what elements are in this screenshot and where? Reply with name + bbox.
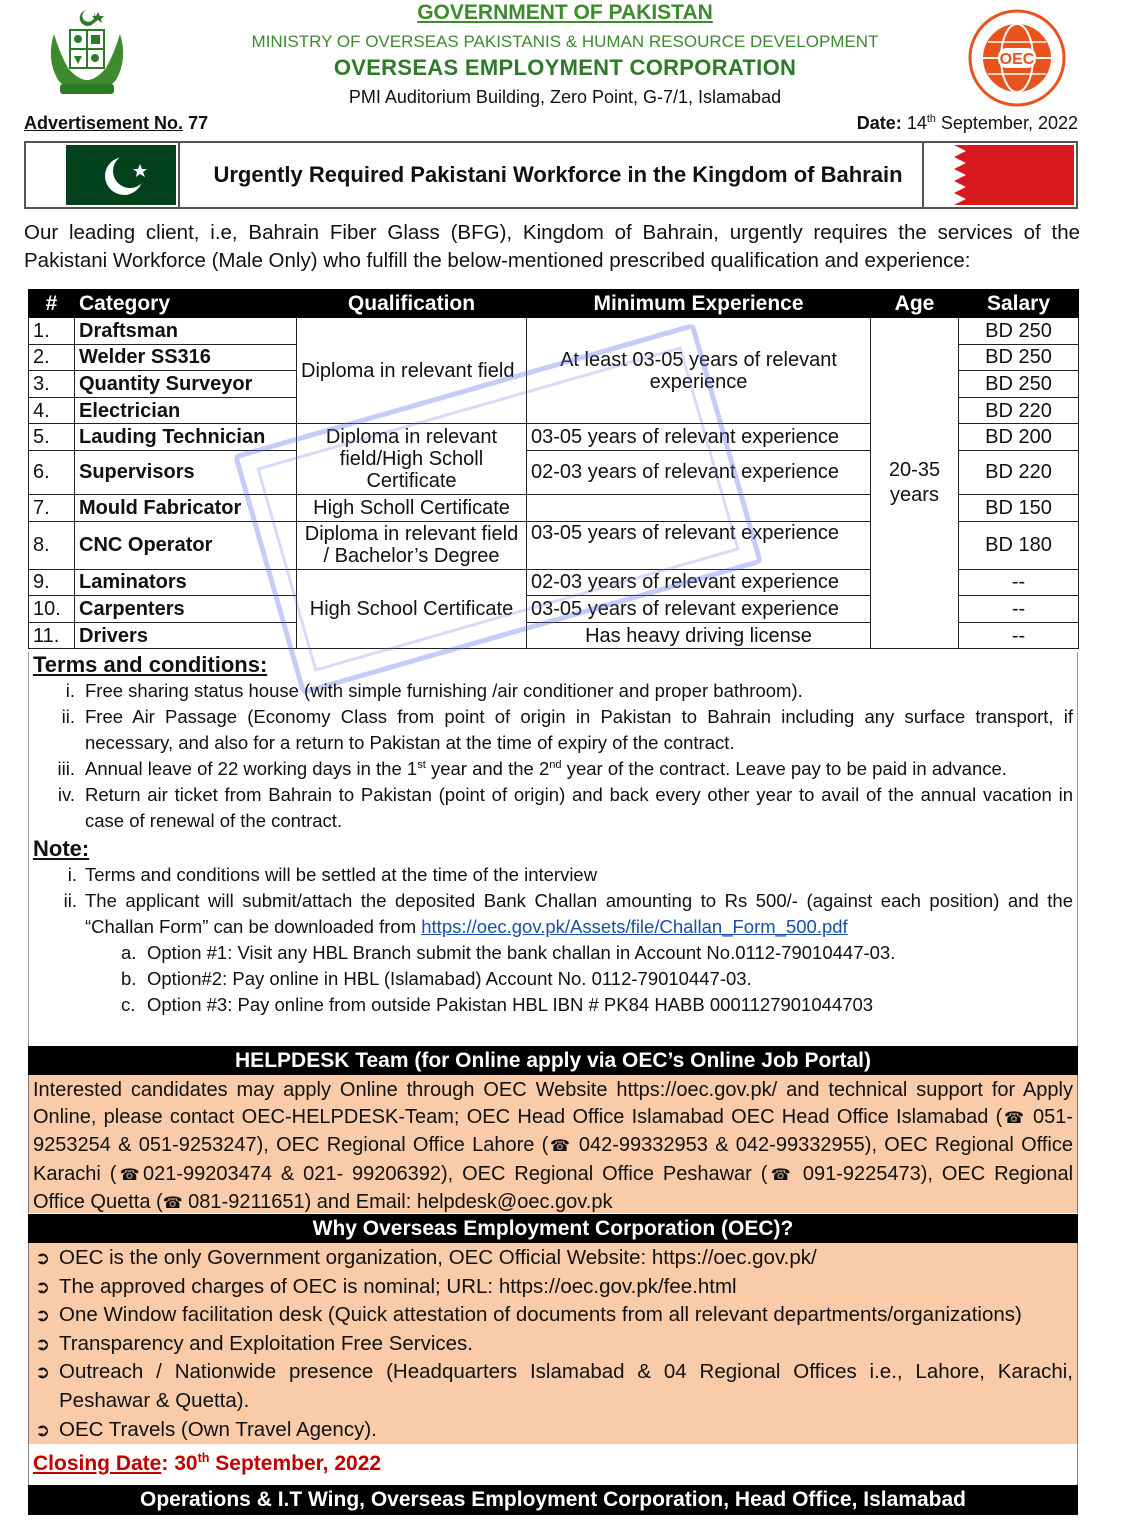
- list-item: iii. Annual leave of 22 working days in the 1st year and the 2nd year of the contract. Leave pay to be paid in advance.: [57, 758, 1007, 779]
- intro-paragraph: Our leading client, i.e, Bahrain Fiber Glass (BFG), Kingdom of Bahrain, urgently requires the services of the Pakistani Workforce (Male Only) who fulfill the below-mentioned prescribed qualification and experience:: [24, 221, 1080, 272]
- advertisement-date: Date: 14th September, 2022: [856, 113, 1078, 133]
- qualification-cell: Diploma in relevant field/High Scholl Certificate: [297, 424, 527, 495]
- experience-cell: Has heavy driving license: [527, 622, 871, 649]
- arrow-bullet-icon: ➲: [35, 1362, 51, 1383]
- list-item: b. Option#2: Pay online in HBL (Islamabad) Account No. 0112-79010447-03.: [121, 968, 752, 989]
- experience-cell: 02-03 years of relevant experience: [527, 569, 871, 596]
- table-row: 1. Draftsman Diploma in relevant field At least 03-05 years of relevant experience 20-35 years BD 250: [29, 318, 1079, 345]
- note-heading: Note:: [33, 836, 90, 861]
- phone-icon: ☎: [1002, 1110, 1026, 1128]
- title-banner: [24, 141, 1078, 209]
- oec-logo-icon: [964, 8, 1070, 108]
- list-item: a. Option #1: Visit any HBL Branch submit the bank challan in Account No.0112-79010447-03.: [121, 942, 896, 963]
- ministry-title: MINISTRY OF OVERSEAS PAKISTANIS & HUMAN RESOURCE DEVELOPMENT: [251, 32, 879, 51]
- advertisement-number: Advertisement No. 77: [24, 113, 209, 133]
- list-item: ➲ Outreach / Nationwide presence (Headquarters Islamabad & 04 Regional Offices i.e., Lahore, Karachi, Peshawar & Quetta).: [35, 1360, 1073, 1412]
- arrow-bullet-icon: ➲: [35, 1333, 51, 1354]
- list-item: ii. Free Air Passage (Economy Class from point of origin in Pakistan to Bahrain including any surface transport, if necessary, and also for a return to Pakistan at the time of expiry of the contract.: [61, 706, 1073, 753]
- col-header-category: Category: [75, 290, 297, 318]
- phone-icon: ☎: [548, 1138, 572, 1156]
- experience-cell: 03-05 years of relevant experience: [527, 596, 871, 623]
- table-row: 2. Welder SS316 BD 250: [29, 344, 1079, 371]
- arrow-bullet-icon: ➲: [35, 1276, 51, 1297]
- banner-title: Urgently Required Pakistani Workforce in the Kingdom of Bahrain: [213, 162, 903, 187]
- experience-cell: At least 03-05 years of relevant experience: [527, 318, 871, 424]
- note-list: [59, 862, 1077, 1018]
- experience-cell: 03-05 years of relevant experience: [527, 521, 871, 569]
- arrow-bullet-icon: ➲: [35, 1305, 51, 1326]
- jobs-table: [28, 289, 1078, 649]
- table-row: 11. Drivers Has heavy driving license --: [29, 622, 1079, 649]
- list-item: ii. The applicant will submit/attach the deposited Bank Challan amounting to Rs 500/- (against each position) and the “Challan Form” can be downloaded from https://oec.gov.pk/Assets/file/Challan_Form_500.pdf a. Option #1: Visit any HBL Branch submit the bank challan in Account No.0112-79010447-03. b. Option#2: Pay online in HBL (Islamabad) Account No. 0112-79010447-03. c. Option #3: Pay online from outside Pakistan HBL IBN # PK84 HABB 0001127901044703: [59, 888, 1073, 1018]
- qualification-cell: High School Certificate: [297, 569, 527, 649]
- phone-icon: ☎: [162, 1194, 183, 1212]
- arrow-bullet-icon: ➲: [35, 1419, 51, 1440]
- terms-section: [28, 652, 1078, 1046]
- list-item: ➲ The approved charges of OEC is nominal; URL: https://oec.gov.pk/fee.html: [29, 1273, 1077, 1302]
- age-cell: 20-35 years: [871, 318, 959, 649]
- government-title: GOVERNMENT OF PAKISTAN: [417, 1, 713, 24]
- list-item: ➲ Transparency and Exploitation Free Services.: [29, 1330, 1077, 1359]
- oec-logo-text: OEC: [999, 51, 1035, 68]
- experience-cell: [527, 494, 871, 521]
- col-header-experience: Minimum Experience: [527, 290, 871, 318]
- list-item: iv. Return air ticket from Bahrain to Pakistan (point of origin) and back every other year to avail of the annual vacation in case of renewal of the contract.: [57, 784, 1073, 831]
- experience-cell: 03-05 years of relevant experience: [527, 424, 871, 451]
- terms-list: [59, 678, 1077, 834]
- col-header-age: Age: [871, 290, 959, 318]
- list-item: ➲ OEC is the only Government organization, OEC Official Website: https://oec.gov.pk/: [29, 1244, 1077, 1273]
- list-item: c. Option #3: Pay online from outside Pakistan HBL IBN # PK84 HABB 0001127901044703: [121, 994, 874, 1015]
- qualification-cell: High Scholl Certificate: [297, 494, 527, 521]
- payment-options-list: [121, 940, 1073, 1018]
- office-address: PMI Auditorium Building, Zero Point, G-7/1, Islamabad: [348, 87, 782, 107]
- list-item: ➲ OEC Travels (Own Travel Agency).: [29, 1416, 1077, 1445]
- footer-bar: Operations & I.T Wing, Overseas Employment Corporation, Head Office, Islamabad: [28, 1485, 1078, 1515]
- table-row: 5. Lauding Technician Diploma in relevant field/High Scholl Certificate 03-05 years of relevant experience BD 200: [29, 424, 1079, 451]
- challan-form-link[interactable]: https://oec.gov.pk/Assets/file/Challan_Form_500.pdf: [421, 916, 848, 937]
- phone-icon: ☎: [116, 1166, 143, 1184]
- col-header-number: #: [29, 290, 75, 318]
- terms-heading: Terms and conditions:: [33, 652, 268, 677]
- table-row: 10. Carpenters 03-05 years of relevant experience --: [29, 596, 1079, 623]
- list-item: i. Free sharing status house (with simple furnishing /air conditioner and proper bathroom).: [65, 680, 803, 701]
- table-row: 4. Electrician BD 220: [29, 397, 1079, 424]
- col-header-salary: Salary: [959, 290, 1079, 318]
- table-row: 7. Mould Fabricator High Scholl Certificate BD 150: [29, 494, 1079, 521]
- list-item: i. Terms and conditions will be settled at the time of the interview: [67, 864, 598, 885]
- qualification-cell: Diploma in relevant field: [297, 318, 527, 424]
- phone-icon: ☎: [767, 1166, 794, 1184]
- helpdesk-title: HELPDESK Team (for Online apply via OEC’s Online Job Portal): [28, 1046, 1078, 1075]
- why-oec-list: [28, 1243, 1078, 1444]
- bahrain-flag-icon: [924, 145, 1074, 205]
- col-header-qualification: Qualification: [297, 290, 527, 318]
- corporation-title: OVERSEAS EMPLOYMENT CORPORATION: [333, 55, 797, 80]
- why-oec-title: Why Overseas Employment Corporation (OEC)?: [28, 1214, 1078, 1243]
- list-item: ➲ One Window facilitation desk (Quick attestation of documents from all relevant departments/organizations): [29, 1301, 1077, 1330]
- table-row: 3. Quantity Surveyor BD 250: [29, 371, 1079, 398]
- table-row: 6. Supervisors 02-03 years of relevant experience BD 220: [29, 450, 1079, 494]
- closing-date: Closing Date: 30th September, 2022: [28, 1444, 1078, 1486]
- qualification-cell: Diploma in relevant field / Bachelor’s Degree: [297, 521, 527, 569]
- arrow-bullet-icon: ➲: [35, 1248, 51, 1268]
- table-row: 9. Laminators High School Certificate 02-03 years of relevant experience --: [29, 569, 1079, 596]
- helpdesk-paragraph: Interested candidates may apply Online through OEC Website https://oec.gov.pk/ and technical support for Apply Online, please contact OEC-HELPDESK-Team; OEC Head Office Islamabad OEC Head Office Islamabad (☎ 051-9253254 & 051-9253247), OEC Regional Office Lahore (☎ 042-99332953 & 042-99332955), OEC Regional Office Karachi (☎021-99203474 & 021- 99206392), OEC Regional Office Peshawar (☎ 091-9225473), OEC Regional Office Quetta (☎ 081-9211651) and Email: helpdesk@oec.gov.pk: [28, 1075, 1078, 1213]
- table-row: 8. CNC Operator Diploma in relevant field / Bachelor’s Degree 03-05 years of relevant experience BD 180: [29, 521, 1079, 569]
- experience-cell: 02-03 years of relevant experience: [527, 450, 871, 494]
